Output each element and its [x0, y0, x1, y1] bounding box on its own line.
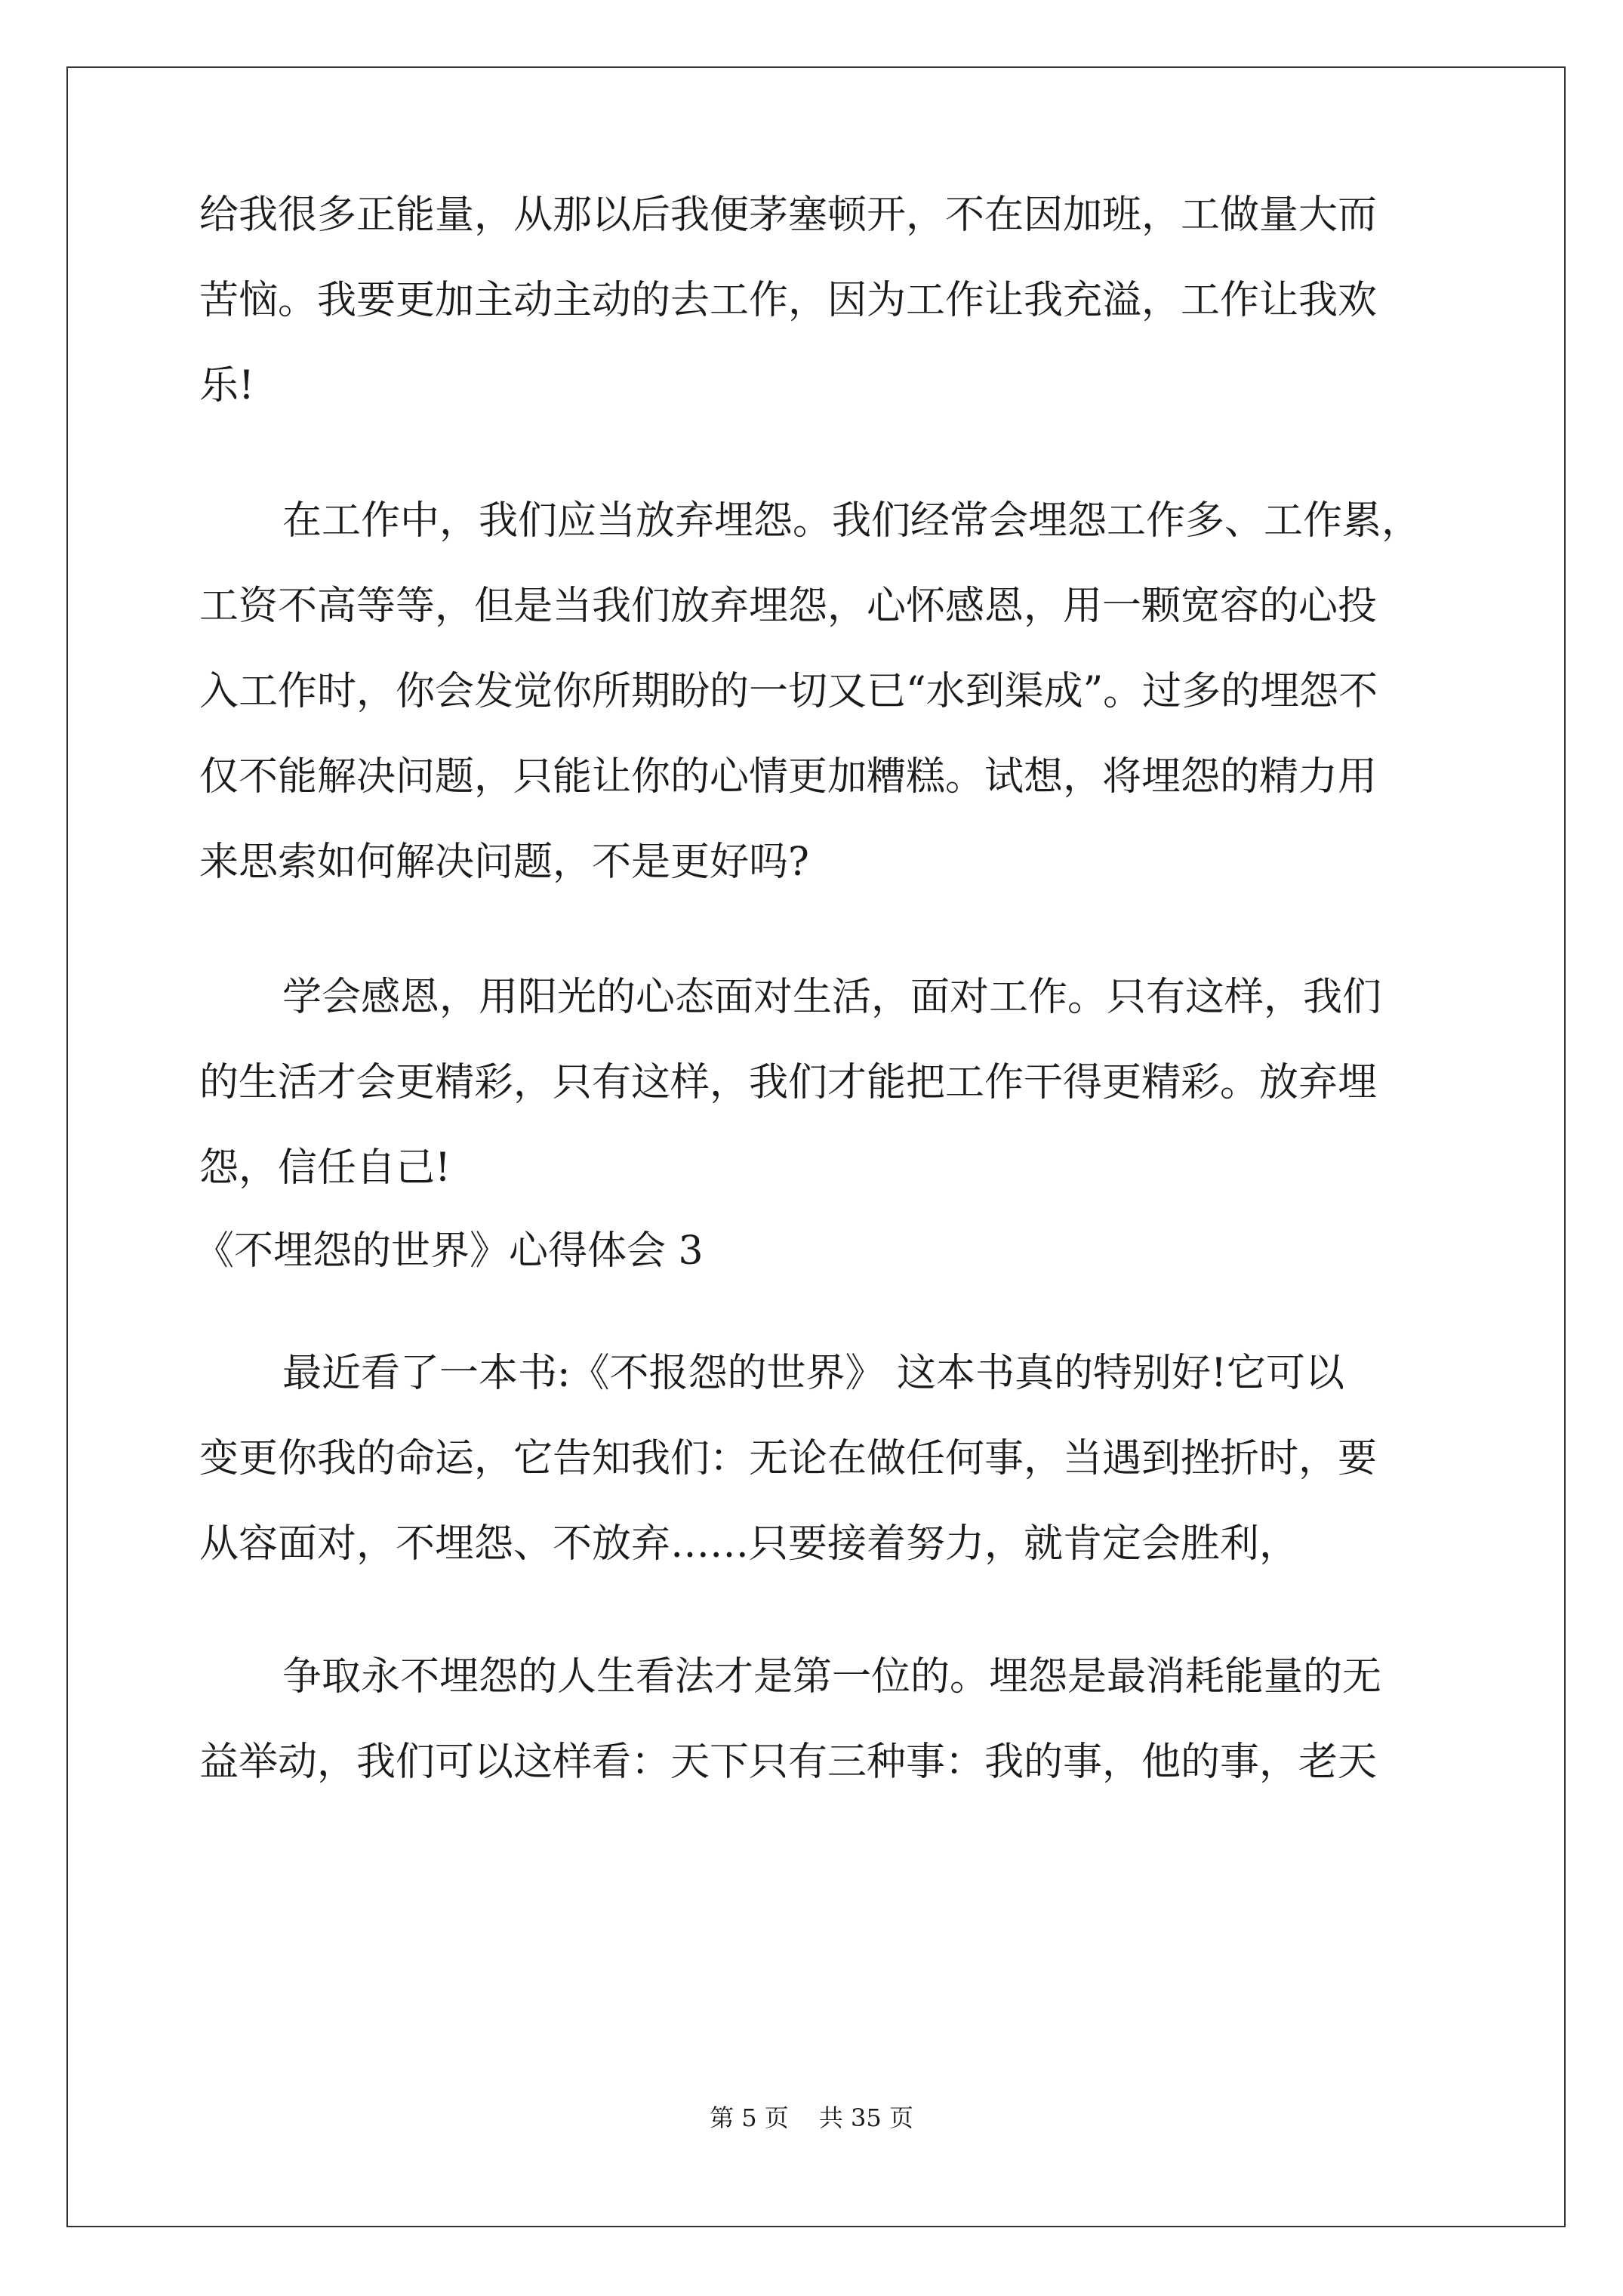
text-line: 仅不能解决问题，只能让你的心情更加糟糕。试想，将埋怨的精力用 — [199, 754, 1378, 800]
text-line: 益举动，我们可以这样看：天下只有三种事：我的事，他的事，老天 — [199, 1740, 1378, 1785]
page-number: 第 5 页 — [710, 2103, 789, 2132]
text-line: 的生活才会更精彩，只有这样，我们才能把工作干得更精彩。放弃埋 — [199, 1060, 1378, 1105]
paragraph-first-line: 争取永不埋怨的人生看法才是第一位的。埋怨是最消耗能量的无 — [282, 1654, 1382, 1700]
page-footer — [0, 2103, 1623, 2133]
text-line: 入工作时，你会发觉你所期盼的一切又已“水到渠成”。过多的埋怨不 — [199, 669, 1378, 714]
paragraph-first-line: 学会感恩，用阳光的心态面对生活，面对工作。只有这样，我们 — [282, 975, 1382, 1020]
text-line: 给我很多正能量，从那以后我便茅塞顿开，不在因加班，工做量大而 — [199, 193, 1378, 238]
page-total: 共 35 页 — [818, 2103, 913, 2132]
text-line: 怨，信任自己! — [199, 1145, 451, 1191]
text-line: 从容面对，不埋怨、不放弃……只要接着努力，就肯定会胜利， — [199, 1521, 1299, 1567]
text-line: 苦恼。我要更加主动主动的去工作，因为工作让我充溢，工作让我欢 — [199, 278, 1378, 323]
text-line: 变更你我的命运，它告知我们：无论在做任何事，当遇到挫折时，要 — [199, 1436, 1378, 1481]
text-line: 工资不高等等，但是当我们放弃埋怨，心怀感恩，用一颗宽容的心投 — [199, 584, 1378, 629]
paragraph-first-line: 在工作中，我们应当放弃埋怨。我们经常会埋怨工作多、工作累， — [282, 498, 1421, 544]
section-heading: 《不埋怨的世界》心得体会 3 — [195, 1228, 704, 1274]
paragraph-first-line: 最近看了一本书:《不报怨的世界》 这本书真的特别好!它可以 — [282, 1351, 1344, 1396]
text-line: 来思索如何解决问题，不是更好吗? — [199, 840, 809, 885]
text-line: 乐! — [199, 363, 254, 408]
